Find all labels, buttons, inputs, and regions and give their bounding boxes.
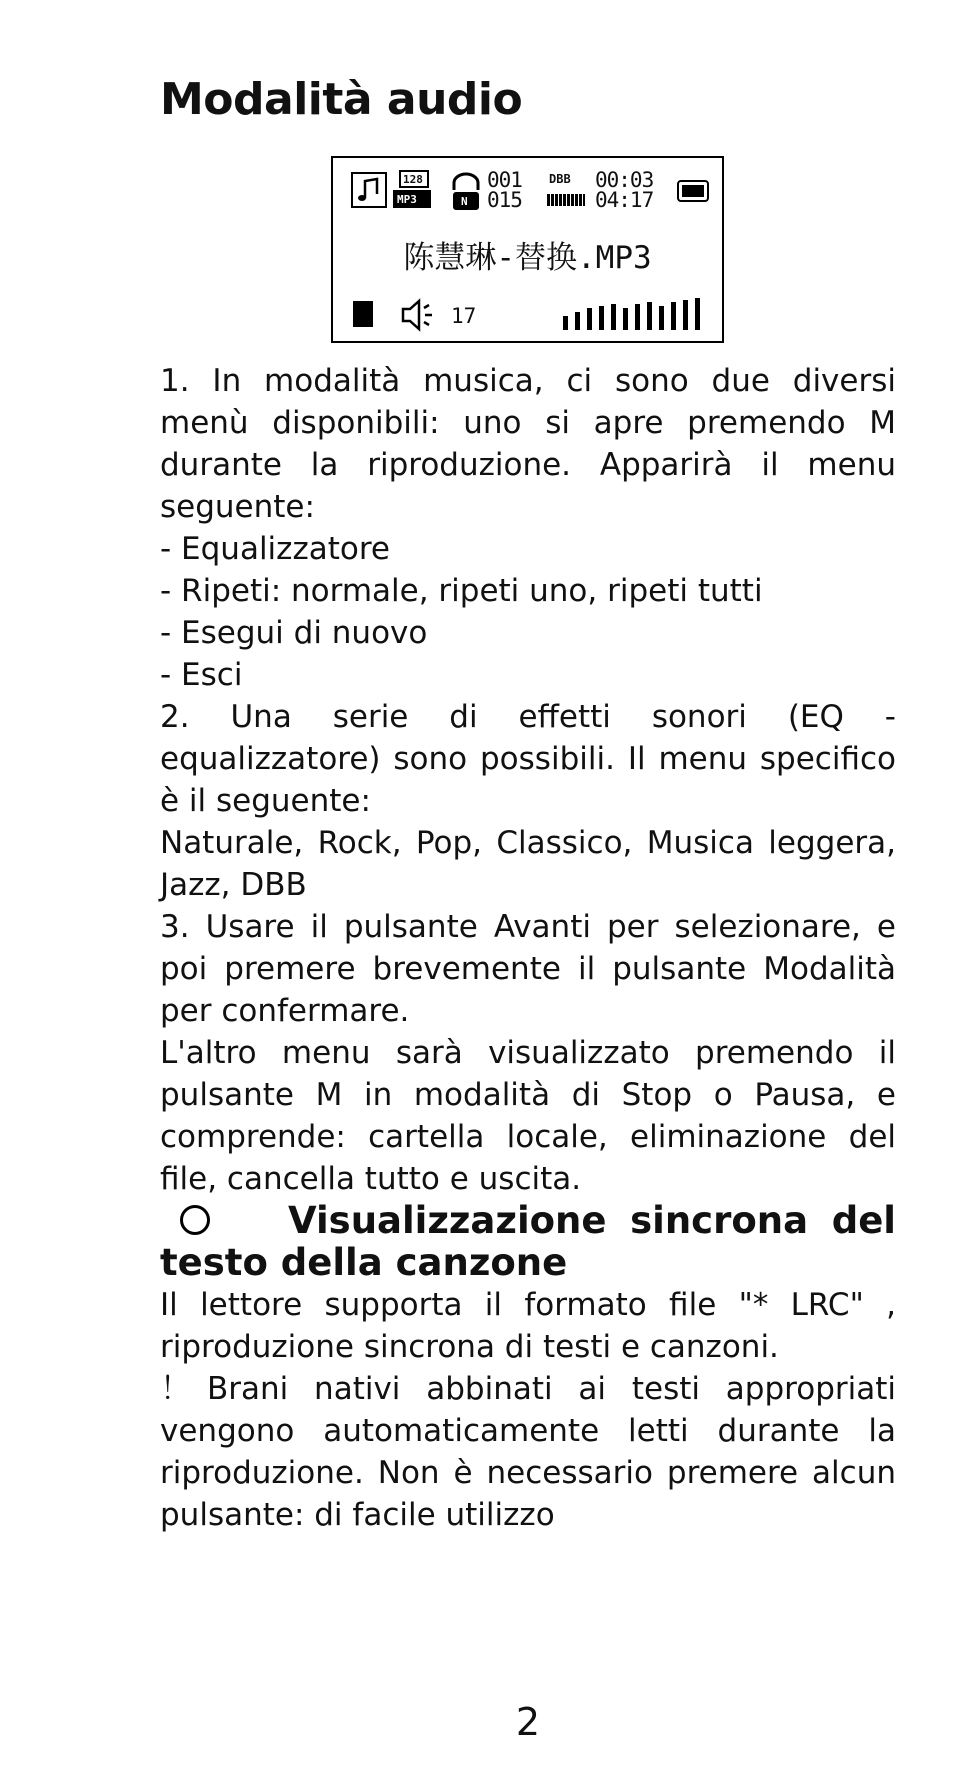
- main-text: [160, 360, 896, 1536]
- level-bar: [623, 308, 628, 330]
- paragraph-2: 2. Una serie di effetti sonori (EQ - equalizzatore) sono possibili. Il menu specifico è il seguente:: [160, 699, 896, 819]
- track-current: 001: [487, 168, 522, 192]
- paragraph-1: 1. In modalità musica, ci sono due diversi menù disponibili: uno si apre premendo M durante la riproduzione. Apparirà il menu seguente:: [160, 363, 896, 525]
- paragraph-2b: Naturale, Rock, Pop, Classico, Musica leggera, Jazz, DBB: [160, 825, 896, 903]
- track-total: 015: [487, 188, 522, 212]
- list-item: - Equalizzatore: [160, 531, 390, 567]
- level-bar: [575, 312, 580, 330]
- music-note-icon: [351, 172, 387, 208]
- headphone-icon: [451, 172, 481, 210]
- list-item: - Esegui di nuovo: [160, 615, 428, 651]
- page-number: 2: [515, 1700, 541, 1744]
- time-elapsed: 00:03: [595, 168, 654, 192]
- song-title: 陈慧琳-替换.MP3: [403, 240, 652, 276]
- time-total: 04:17: [595, 188, 654, 212]
- list-item: - Esci: [160, 657, 243, 693]
- screen-status-bar: [351, 168, 711, 212]
- paragraph-4: L'altro menu sarà visualizzato premendo il pulsante M in modalità di Stop o Pausa, e comprende: cartella locale, eliminazione del file, cancella tutto e uscita.: [160, 1035, 896, 1197]
- level-bar: [563, 316, 568, 330]
- level-bar: [635, 304, 640, 330]
- level-bar: [611, 304, 616, 330]
- n-badge: N: [461, 195, 468, 208]
- player-screen-illustration: [331, 156, 724, 343]
- eq-label: DBB: [549, 172, 571, 186]
- level-bar: [671, 302, 676, 330]
- battery-icon: [677, 180, 711, 202]
- volume-value: 17: [451, 304, 477, 328]
- section-paragraph-2: ！Brani nativi abbinati ai testi appropriati vengono automaticamente letti durante la riproduzione. Non è necessario premere alcun pulsante: di facile utilizzo: [160, 1371, 896, 1533]
- level-meter: [563, 298, 708, 330]
- list-item: - Ripeti: normale, ripeti uno, ripeti tutti: [160, 573, 763, 609]
- speaker-icon: [399, 296, 439, 338]
- level-bar: [599, 306, 604, 330]
- section-paragraph-1: Il lettore supporta il formato file "* LRC" , riproduzione sincrona di testi e canzoni.: [160, 1287, 896, 1365]
- level-bar: [683, 300, 688, 330]
- level-bar: [587, 308, 592, 330]
- section-heading: Visualizzazione sincrona del testo della canzone: [160, 1199, 896, 1284]
- bitrate-badge: 128 MP3: [393, 170, 433, 210]
- stop-icon: [353, 301, 373, 327]
- paragraph-3: 3. Usare il pulsante Avanti per selezionare, e poi premere brevemente il pulsante Modalità per confermare.: [160, 909, 896, 1029]
- circle-bullet-icon: [180, 1205, 210, 1235]
- page-heading: Modalità audio: [160, 74, 523, 125]
- level-bar: [695, 298, 700, 330]
- level-bar: [659, 306, 664, 330]
- battery-bar-icon: [547, 194, 585, 206]
- format-badge: MP3: [397, 193, 417, 206]
- level-bar: [647, 302, 652, 330]
